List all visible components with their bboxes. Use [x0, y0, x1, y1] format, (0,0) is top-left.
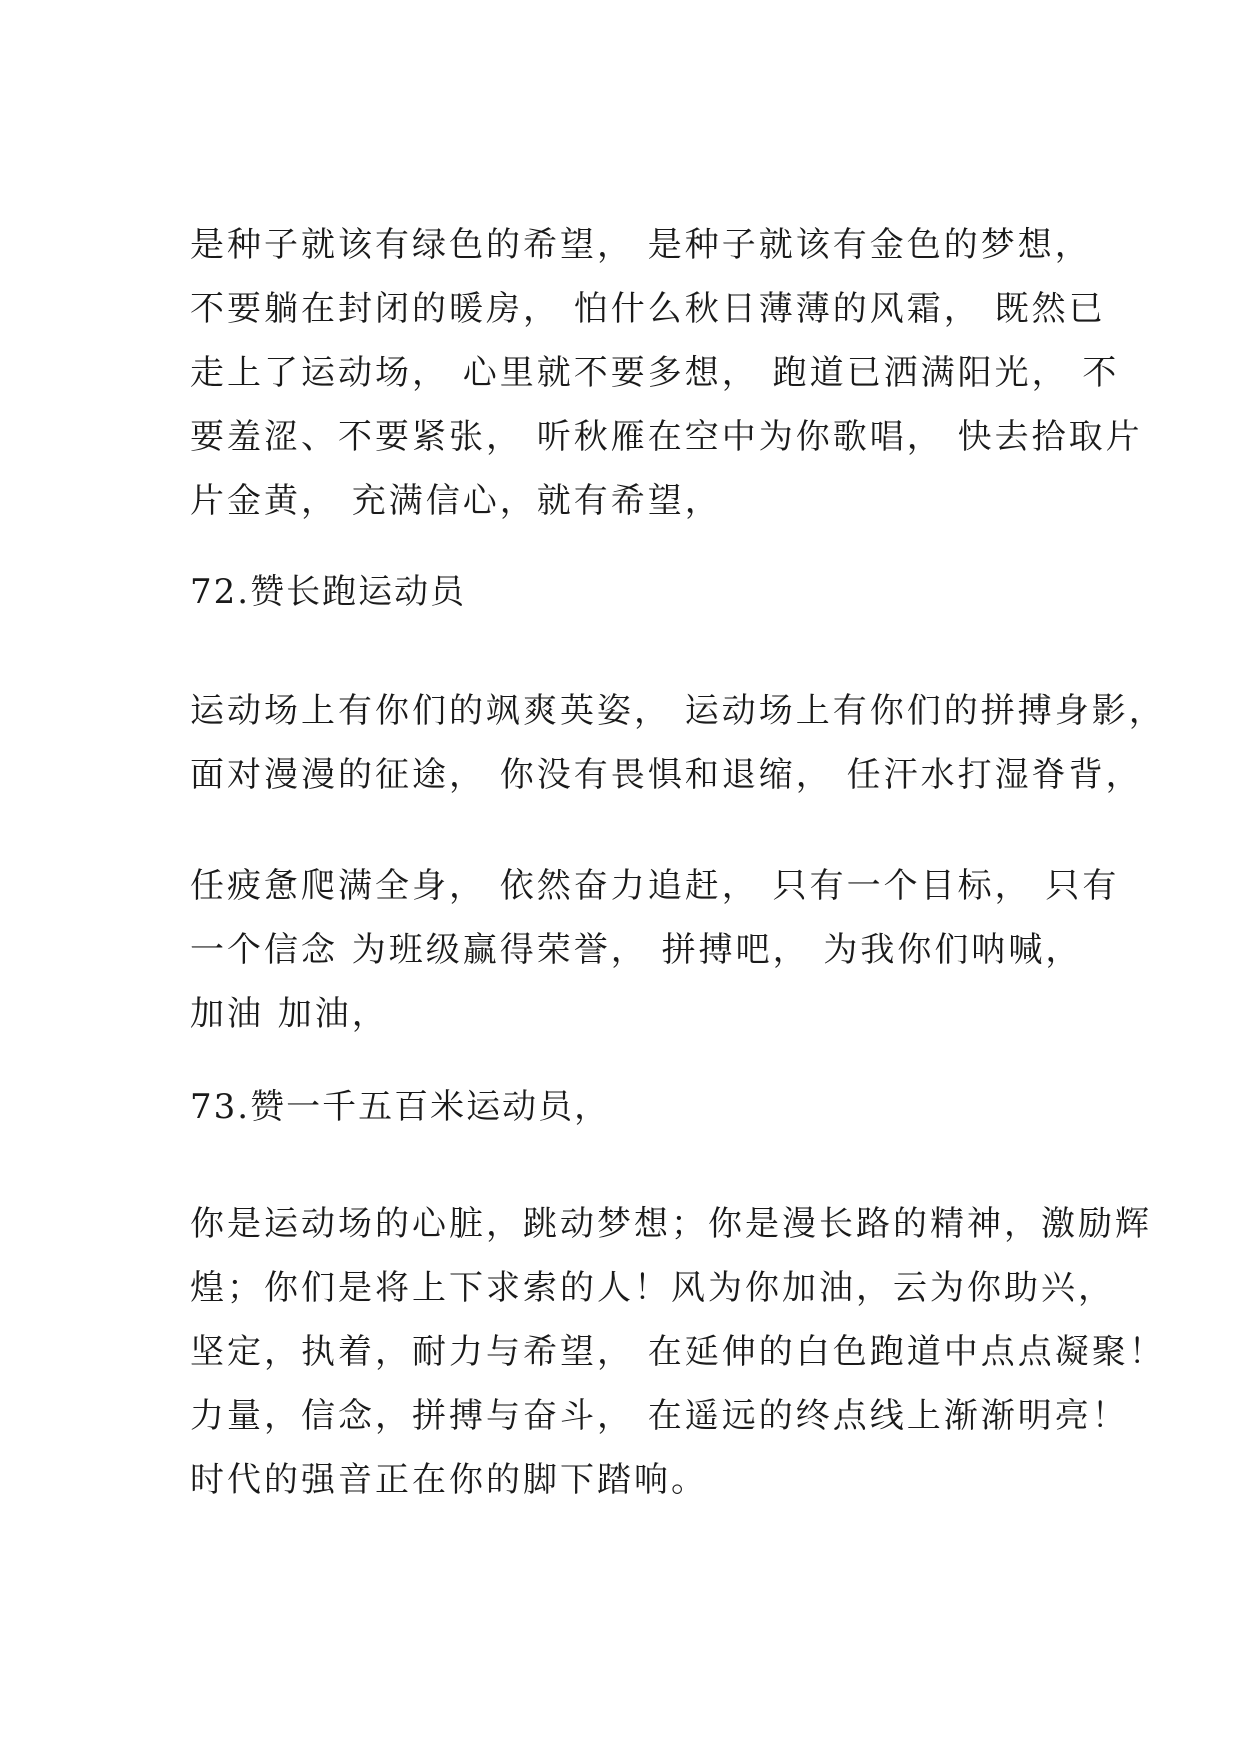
paragraph-fatigue: [190, 854, 1120, 1046]
text-line: 任疲惫爬满全身， 依然奋力追赶， 只有一个目标， 只有: [190, 866, 1120, 906]
text-line: 时代的强音正在你的脚下踏响。: [190, 1460, 708, 1500]
text-line: 煌；你们是将上下求索的人！风为你加油，云为你助兴，: [190, 1268, 1115, 1308]
text-line: 是种子就该有绿色的希望， 是种子就该有金色的梦想，: [190, 225, 1092, 265]
text-line: 加油 加油，: [190, 994, 389, 1034]
text-line: 力量，信念，拼搏与奋斗， 在遥远的终点线上渐渐明亮！: [190, 1396, 1129, 1436]
text-line: 坚定，执着，耐力与希望， 在延伸的白色跑道中点点凝聚！: [190, 1332, 1166, 1372]
heading-73: 73.赞一千五百米运动员，: [190, 1087, 611, 1127]
paragraph-long-distance-runner: [190, 679, 1166, 807]
paragraph-1500m-runner: [190, 1192, 1166, 1512]
text-line: 要羞涩、不要紧张， 听秋雁在空中为你歌唱， 快去拾取片: [190, 417, 1143, 457]
text-line: 走上了运动场， 心里就不要多想， 跑道已洒满阳光， 不: [190, 353, 1120, 393]
text-line: 面对漫漫的征途， 你没有畏惧和退缩， 任汗水打湿脊背，: [190, 755, 1143, 795]
text-line: 不要躺在封闭的暖房， 怕什么秋日薄薄的风霜， 既然已: [190, 289, 1106, 329]
text-line: 一个信念 为班级赢得荣誉， 拼搏吧， 为我你们呐喊，: [190, 930, 1083, 970]
text-line: 片金黄， 充满信心，就有希望，: [190, 481, 722, 521]
heading-72: 72.赞长跑运动员: [190, 572, 467, 612]
text-line: 运动场上有你们的飒爽英姿， 运动场上有你们的拼搏身影，: [190, 691, 1166, 731]
paragraph-seed-hope: [190, 213, 1143, 533]
text-line: 你是运动场的心脏，跳动梦想；你是漫长路的精神，激励辉: [190, 1204, 1152, 1244]
